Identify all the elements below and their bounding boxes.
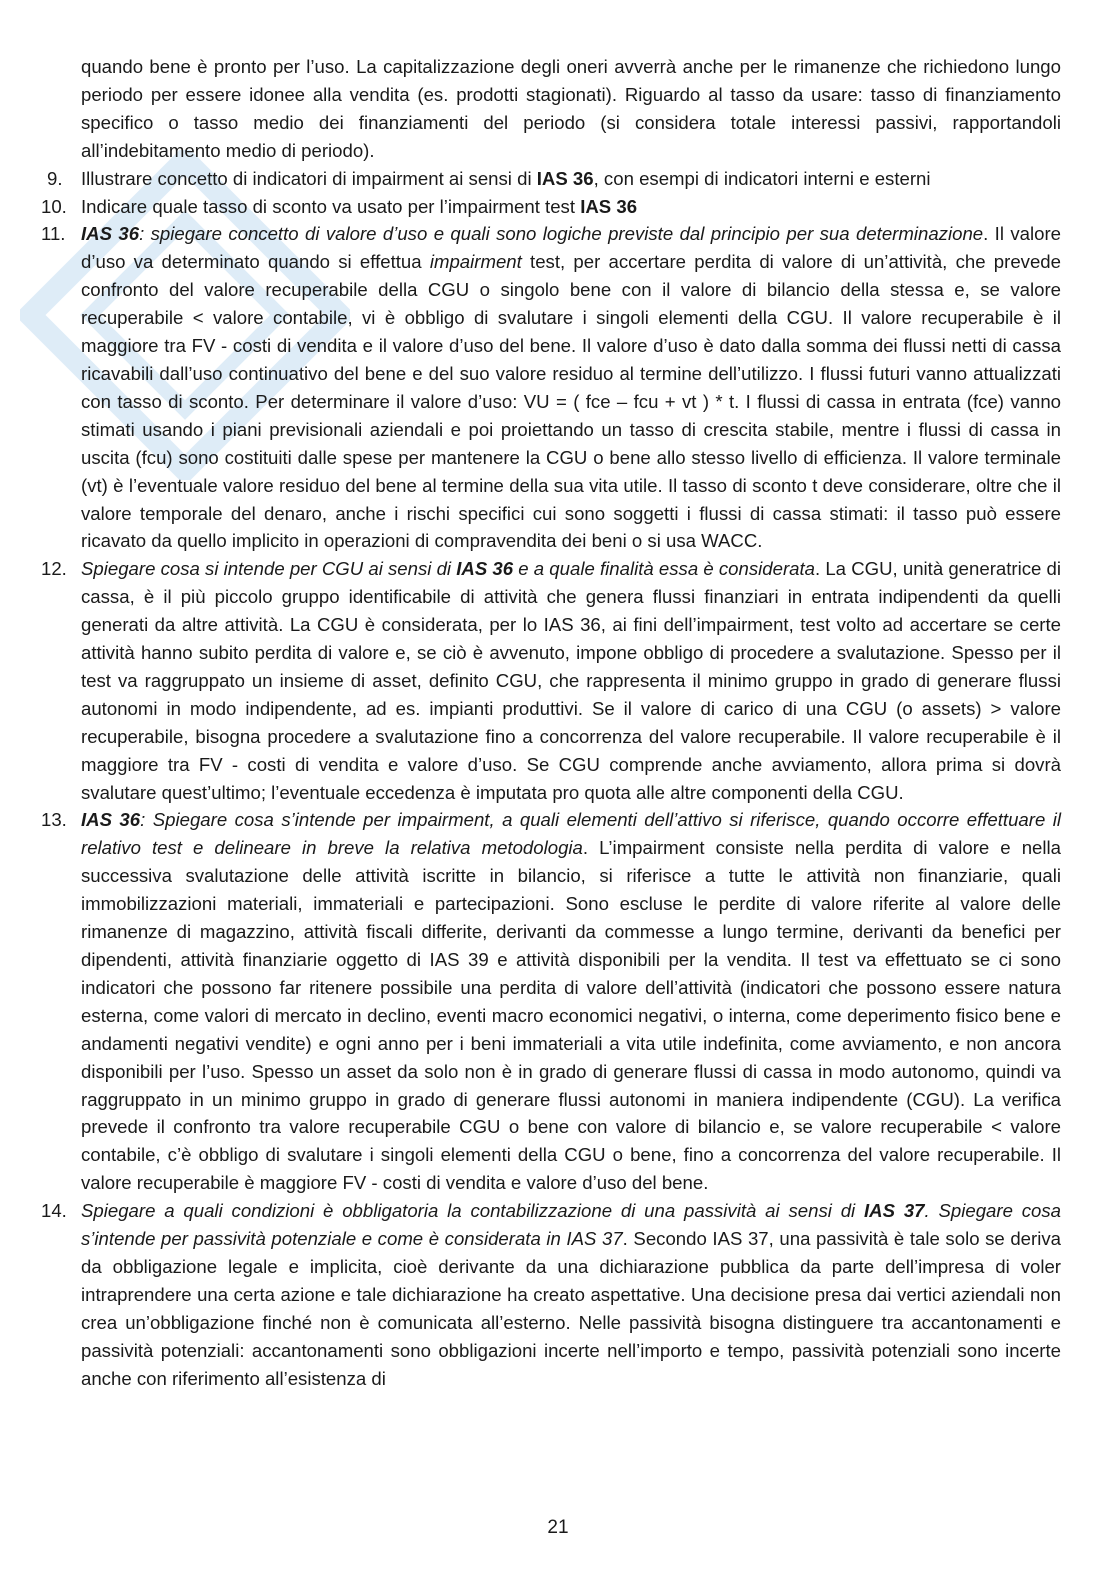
question-lead — [81, 223, 983, 244]
list-item-12 — [41, 555, 1062, 806]
item-number: 12. — [41, 558, 67, 580]
question-ref: IAS 37 — [864, 1200, 925, 1222]
item-number: 11. — [41, 223, 66, 245]
question-lead — [81, 558, 815, 579]
document-body — [41, 53, 1062, 1393]
continuation-paragraph: quando bene è pronto per l’uso. La capitalizzazione degli oneri avverrà anche per le rimanenze che richiedono lungo periodo per essere idonee alla vendita (es. prodotti stagionati). Riguardo al tasso da usare: tasso di finanziamento specifico o tasso medio dei finanziamenti del periodo (si considera totale interessi passivi, rapportandoli all’indebitamento medio di periodo). — [81, 56, 1061, 161]
item-number: 14. — [41, 1200, 67, 1222]
page-number: 21 — [547, 1517, 569, 1538]
list-item-9 — [47, 165, 1061, 193]
item-ref: IAS 36 — [580, 195, 638, 217]
question-text-a: Spiegare a quali condizioni è obbligatoria la contabilizzazione di una passività ai sensi di — [81, 1200, 864, 1222]
question-text-b: e a quale finalità essa è considerata — [513, 558, 815, 580]
answer-text-a: . Il valore d’uso va determinato quando si effettua — [81, 223, 1062, 273]
item-text-end: , con esempi di indicatori interni e esterni — [593, 167, 931, 189]
question-text: : spiegare concetto di valore d’uso e quali sono logiche previste dal principio per sua determinazione — [139, 223, 984, 245]
item-ref: IAS 36 — [536, 167, 594, 189]
list-item-14 — [41, 1197, 1062, 1392]
question-ref: IAS 36 — [81, 809, 141, 831]
item-number: 13. — [41, 809, 67, 831]
answer-text: . La CGU, unità generatrice di cassa, è il più piccolo gruppo identificabile di attività che genera flussi finanziari in entrata indipendenti da quelli generati da altre attività. La CGU è considerata, per lo IAS 36, ai fini dell’impairment, test volto ad accertare se certe attività hanno subito perdita di valore e, se ciò è avvenuto, impone obbligo di procedere a svalutazione. Spesso per il test va raggruppato un insieme di asset, definito CGU, che rappresenta il minimo gruppo in grado di generare flussi autonomi in modo indipendente, ad es. impianti produttivi. Se il valore di carico di una CGU (o assets) > valore recuperabile, bisogna procedere a svalutazione fino a concorrenza del valore recuperabile. Il valore recuperabile è il maggiore tra FV - costi di vendita e valore d’uso. Se CGU comprende anche avviamento, allora prima si dovrà svalutare quest’ultimo; l’eventuale eccedenza è imputata pro quota alle altre componenti della CGU. — [81, 558, 1062, 803]
item-text: Illustrare concetto di indicatori di impairment ai sensi di — [81, 167, 537, 189]
question-text: : Spiegare cosa s’intende per impairment, a quali elementi dell’attivo si riferisce, quando occorre effettuare il relativo test e delineare in breve la relativa metodologia — [81, 809, 1062, 859]
item-text: Indicare quale tasso di sconto va usato per l’impairment test — [81, 195, 581, 217]
list-item-13 — [41, 806, 1062, 1197]
item-number: 10. — [41, 195, 67, 217]
question-text-b: . Spiegare cosa s’intende per passività potenziale e come è considerata in IAS 37 — [81, 1200, 1062, 1250]
question-ref: IAS 36 — [456, 558, 514, 580]
list-item-10 — [41, 193, 1061, 221]
answer-emphasis: impairment — [429, 251, 522, 273]
answer-text: . Secondo IAS 37, una passività è tale solo se deriva da obbligazione legale e implicita, cioè derivante da una dichiarazione pubblica da parte dell’impresa di voler intraprendere una certa azione e tale dichiarazione ha creato aspettative. Una decisione presa dai vertici aziendali non crea un’obbligazione finché non è comunicata all’esterno. Nelle passività bisogna distinguere tra accantonamenti e passività potenziali: accantonamenti sono obbligazioni incerte nell’importo e tempo, passività potenziali sono incerte anche con riferimento all’esistenza di — [81, 1228, 1061, 1389]
question-text-a: Spiegare cosa si intende per CGU ai sensi di — [81, 558, 457, 580]
list-item-11 — [41, 220, 1062, 555]
question-ref: IAS 36 — [81, 223, 140, 245]
item-number: 9. — [47, 167, 63, 189]
answer-text: . L’impairment consiste nella perdita di valore e nella successiva svalutazione delle attività iscritte in bilancio, si riferisce a tutte le attività non finanziarie, quali immobilizzazioni materiali, immateriali e partecipazioni. Sono escluse le perdite di valore riferite al valore delle rimanenze di magazzino, attività fiscali differite, derivanti da commesse a lungo termine, derivanti da benefici per dipendenti, attività finanziarie oggetto di IAS 39 e attività disponibili per la vendita. Il test va effettuato se ci sono indicatori che possono far ritenere possibile una perdita di valore dell’attività (indicatori che possono essere natura esterna, come valori di mercato in declino, eventi macro economici negativi, o interna, come deperimento fisico bene e andamenti negativi vendite) e ogni anno per i beni immateriali a vita utile indefinita, come avviamento, e non ancora disponibili per l’uso. Spesso un asset da solo non è in grado di generare flussi di cassa in modo autonomo, quindi va raggruppato in un minimo gruppo in grado di generare flussi autonomi in maniera indipendente (CGU). La verifica prevede il confronto tra valore recuperabile CGU o bene con valore di bilancio e, se valore recuperabile < valore contabile, c’è obbligo di svalutare i singoli elementi della CGU o bene, fino a concorrenza del valore recuperabile. Il valore recuperabile è maggiore FV - costi di vendita e valore d’uso del bene. — [81, 837, 1061, 1194]
answer-text-b: test, per accertare perdita di valore di un’attività, che prevede confronto del valore recuperabile della CGU o singolo bene con il valore di bilancio della stessa e, se valore recuperabile < valore contabile, vi è obbligo di svalutare i singoli elementi della CGU. Il valore recuperabile è il maggiore tra FV - costi di vendita e il valore d’uso del bene. Il valore d’uso è dato dalla somma dei flussi netti di cassa ricavabili dall’uso continuativo del bene e del suo valore residuo al termine dell’utilizzo. I flussi futuri vanno attualizzati con tasso di sconto. Per determinare il valore d’uso: VU = ( fce – fcu + vt ) * t. I flussi di cassa in entrata (fce) vanno stimati usando i piani previsionali aziendali e poi proiettando un tasso di crescita stabile, mentre i flussi di cassa in uscita (fcu) sono costituiti dalle spese per mantenere la CGU o bene allo stesso livello di efficienza. Il valore terminale (vt) è l’eventuale valore residuo del bene al termine della sua vita utile. Il tasso di sconto t deve considerare, oltre che il valore temporale del denaro, anche i rischi specifici cui sono soggetti i flussi di cassa stimati: il tasso può essere ricavato da quello implicito in operazioni di compravendita dei beni o si usa WACC. — [81, 251, 1061, 552]
